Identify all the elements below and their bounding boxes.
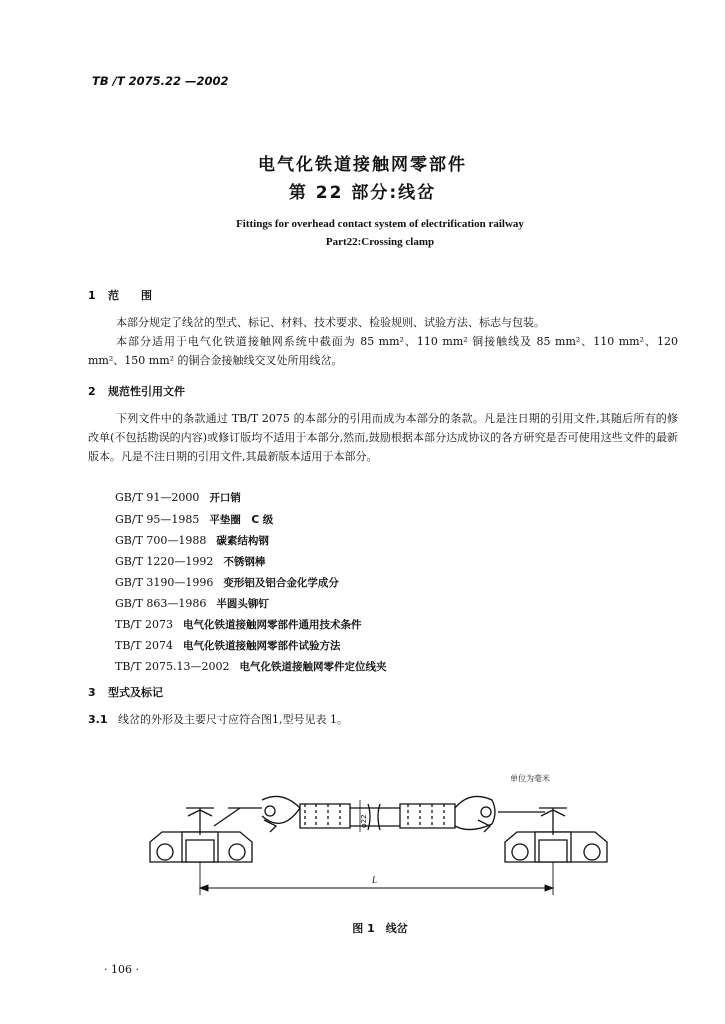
standard-number: TB /T 2075.22 —2002 xyxy=(92,74,229,88)
right-eye-link xyxy=(455,796,545,832)
reference-title: 不锈钢棒 xyxy=(223,556,266,568)
reference-title: 电气化铁道接触网零部件通用技术条件 xyxy=(182,619,362,631)
reference-code: GB/T 700—1988 xyxy=(115,534,207,547)
section-2-number: 2 xyxy=(88,385,96,398)
title-cn-line2: 第 22 部分:线岔 xyxy=(288,183,437,203)
reference-title: 碳素结构钢 xyxy=(216,535,269,547)
reference-title: 变形铝及铝合金化学成分 xyxy=(223,577,339,589)
section-1-paragraph-2: 本部分适用于电气化铁道接触网系统中截面为 85 mm²、110 mm² 铜接触线及 85 mm²、110 mm²、120 mm²、150 mm² 的铜合金接触线交叉处所用线岔。 xyxy=(88,335,678,367)
section-3-number: 3 xyxy=(88,686,96,699)
clause-3-1-number: 3.1 xyxy=(88,713,108,726)
section-2-paragraph-1: 下列文件中的条款通过 TB/T 2075 的本部分的引用而成为本部分的条款。凡是注日期的引用文件,其随后所有的修改单(不包括勘误的内容)或修订版均不适用于本部分,然而,鼓励根据本部分达成协议的各方研究是否可使用这些文件的最新版本。凡是不注日期的引用文件,其最新版本适用于本部分。 xyxy=(88,412,678,463)
title-en-line2: Part22:Crossing clamp xyxy=(325,236,435,248)
reference-title: 开口销 xyxy=(209,492,241,504)
left-eye-link xyxy=(228,796,350,832)
clause-3-1-text: 线岔的外形及主要尺寸应符合图1,型号见表 1。 xyxy=(118,713,348,726)
title-cn-line1: 电气化铁道接触网零部件 xyxy=(258,155,467,175)
reference-code: GB/T 1220—1992 xyxy=(115,555,214,568)
right-tube xyxy=(400,804,455,828)
page-number: · 106 · xyxy=(104,963,139,976)
dim-diameter-label: φ22 xyxy=(360,814,368,828)
reference-title: 电气化铁道接触网零部件试验方法 xyxy=(182,640,341,652)
reference-code: GB/T 95—1985 xyxy=(115,513,200,526)
reference-code: GB/T 3190—1996 xyxy=(115,576,214,589)
figure-caption: 图 1 线岔 xyxy=(352,922,408,935)
reference-title: 半圆头铆钉 xyxy=(216,598,269,610)
section-2-title: 规范性引用文件 xyxy=(108,385,185,398)
reference-code: TB/T 2073 xyxy=(115,618,173,631)
section-1-title: 范 围 xyxy=(108,289,152,302)
unit-note: 单位为毫米 xyxy=(510,774,550,783)
reference-title: 电气化铁道接触网零件定位线夹 xyxy=(239,661,387,673)
reference-code: GB/T 863—1986 xyxy=(115,597,207,610)
reference-code: TB/T 2075.13—2002 xyxy=(115,660,230,673)
left-clamp-body xyxy=(150,808,252,862)
section-3-title: 型式及标记 xyxy=(108,686,163,699)
reference-code: TB/T 2074 xyxy=(115,639,173,652)
dim-L-label: L xyxy=(372,875,378,885)
reference-title: 平垫圈 C 级 xyxy=(209,514,274,526)
center-rod xyxy=(350,804,400,830)
reference-code: GB/T 91—2000 xyxy=(115,491,200,504)
section-1-paragraph-1: 本部分规定了线岔的型式、标记、材料、技术要求、检验规则、试验方法、标志与包装。 xyxy=(116,316,545,329)
section-1-number: 1 xyxy=(88,289,96,302)
title-en-line1: Fittings for overhead contact system of electrification railway xyxy=(236,218,524,230)
right-clamp-body xyxy=(505,808,607,862)
